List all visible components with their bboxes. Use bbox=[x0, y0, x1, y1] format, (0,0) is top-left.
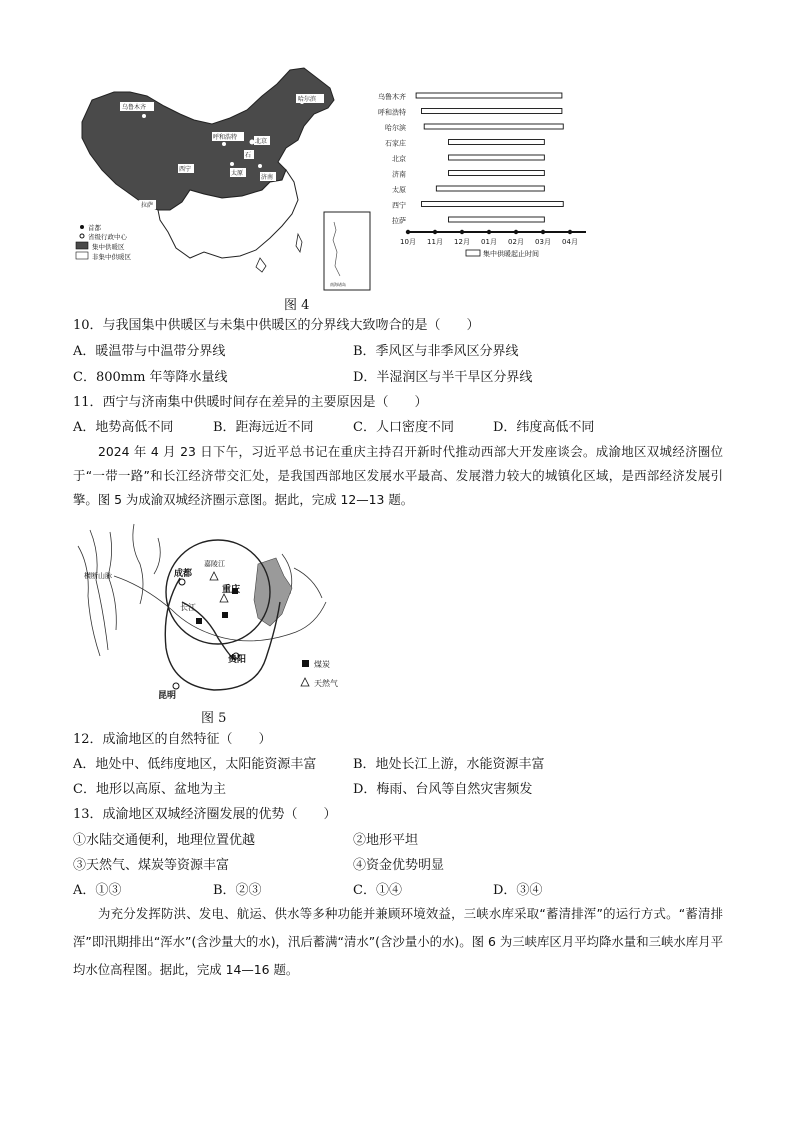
label-taiyuan: 太原 bbox=[231, 170, 244, 177]
label-huhehaote: 呼和浩特 bbox=[213, 134, 238, 141]
legend-gas-swatch bbox=[301, 678, 309, 686]
chart-tick-mark bbox=[487, 230, 491, 234]
chart-tick-mark bbox=[568, 230, 572, 234]
q10-stem: 10．与我国集中供暖区与未集中供暖区的分界线大致吻合的是（ ） bbox=[73, 318, 480, 333]
q13-option-c: C．①④ bbox=[353, 883, 402, 898]
chart-tick-label: 12月 bbox=[454, 238, 470, 246]
label-changjiang: 长江 bbox=[180, 603, 196, 612]
q13-option-b: B．②③ bbox=[213, 883, 262, 898]
economic-circle bbox=[166, 540, 270, 644]
q10-option-b: B．季风区与非季风区分界线 bbox=[353, 344, 519, 359]
passage-chengyu: 2024 年 4 月 23 日下午，习近平总书记在重庆主持召开新时代推动西部大开发座谈会。成渝地区双城经济圈位于“一带一路”和长江经济带交汇处，是我国西部地区发展水平最高、发展潜力较大的城镇化区域，是西部经济发展引擎。图 5 为成渝双城经济圈示意图。据此，完成 12—13 题。 bbox=[73, 444, 723, 507]
china-heating-map bbox=[72, 62, 372, 294]
label-guiyang: 贵阳 bbox=[228, 655, 247, 665]
legend-non-heating-region: 非集中供暖区 bbox=[92, 253, 131, 261]
q12-option-a: A．地处中、低纬度地区，太阳能资源丰富 bbox=[73, 757, 317, 772]
legend-gas: 天然气 bbox=[314, 679, 338, 688]
q13-option-a: A．①③ bbox=[73, 883, 122, 898]
chart-range-bar bbox=[422, 109, 562, 114]
label-hengduan: 横断山脉 bbox=[84, 572, 112, 580]
coal-marker bbox=[222, 612, 228, 618]
chart-range-bar bbox=[449, 171, 545, 176]
heating-period-chart bbox=[368, 84, 586, 270]
label-jinan: 济南 bbox=[261, 174, 274, 181]
chart-category-label: 西宁 bbox=[392, 201, 406, 210]
label-shijiazhuang: 石 bbox=[245, 152, 252, 159]
chart-legend-swatch bbox=[466, 250, 480, 256]
chart-tick-label: 01月 bbox=[481, 238, 497, 246]
q10-option-c: C．800mm 年等降水量线 bbox=[73, 370, 228, 385]
chart-tick-label: 03月 bbox=[535, 238, 551, 246]
hainan-island bbox=[256, 258, 266, 272]
chart-category-label: 拉萨 bbox=[392, 217, 406, 225]
legend-capital: 首都 bbox=[88, 224, 101, 232]
legend-coal: 煤炭 bbox=[314, 660, 330, 669]
q11-stem: 11．西宁与济南集中供暖时间存在差异的主要原因是（ ） bbox=[73, 395, 428, 410]
q11-option-c: C．人口密度不同 bbox=[353, 420, 454, 435]
label-wulumuqi: 乌鲁木齐 bbox=[122, 104, 147, 111]
q12-stem: 12．成渝地区的自然特征（ ） bbox=[73, 732, 272, 747]
chart-tick-mark bbox=[433, 230, 437, 234]
q13-statement-4: ④资金优势明显 bbox=[353, 858, 445, 873]
passage-three-gorges: 为充分发挥防洪、发电、航运、供水等多种功能并兼顾环境效益，三峡水库采取“蓄清排浑”的运行方式。“蓄清排浑”即汛期排出“浑水”(含沙量大的水)，汛后蓄满“清水”(含沙量小的水)。图 6 为三峡库区月平均降水量和三峡水库月平均水位高程图。据此，完成 14—16 题。 bbox=[73, 906, 723, 977]
label-chengdu: 成都 bbox=[174, 569, 193, 579]
q12-option-d: D．梅雨、台风等自然灾害频发 bbox=[353, 782, 533, 797]
chart-tick-mark bbox=[541, 230, 545, 234]
q11-option-d: D．纬度高低不同 bbox=[493, 420, 595, 435]
chart-tick-mark bbox=[460, 230, 464, 234]
chengyu-economic-circle-map bbox=[70, 518, 370, 704]
chart-category-label: 哈尔滨 bbox=[385, 124, 406, 132]
label-jialing: 嘉陵江 bbox=[204, 560, 225, 568]
chart-range-bar bbox=[449, 140, 545, 145]
q12-option-c: C．地形以高原、盆地为主 bbox=[73, 782, 226, 797]
label-lasa: 拉萨 bbox=[141, 202, 154, 209]
chart-range-bar bbox=[449, 155, 545, 160]
legend-coal-swatch bbox=[302, 660, 309, 667]
q13-statement-2: ②地形平坦 bbox=[353, 833, 419, 848]
label-kunming: 昆明 bbox=[158, 691, 177, 701]
south-china-sea-inset bbox=[324, 212, 370, 290]
chart-range-bar bbox=[422, 202, 564, 207]
chart-range-bar bbox=[416, 93, 562, 98]
figure5-caption: 图 5 bbox=[201, 711, 227, 726]
q10-option-d: D．半湿润区与半干旱区分界线 bbox=[353, 370, 533, 385]
q13-option-d: D．③④ bbox=[493, 883, 543, 898]
label-haerbin: 哈尔滨 bbox=[298, 96, 317, 103]
q13-stem: 13．成渝地区双城经济圈发展的优势（ ） bbox=[73, 807, 337, 822]
capital-marker bbox=[250, 140, 255, 145]
chart-category-label: 济南 bbox=[392, 170, 406, 179]
chart-range-bar bbox=[449, 217, 545, 222]
label-beijing: 北京 bbox=[255, 138, 268, 145]
chart-tick-label: 02月 bbox=[508, 238, 524, 246]
chart-category-label: 太原 bbox=[392, 186, 406, 194]
inset-label: 南海诸岛 bbox=[330, 282, 346, 287]
q11-option-a: A．地势高低不同 bbox=[73, 420, 174, 435]
label-xining: 西宁 bbox=[179, 166, 192, 173]
map-legend bbox=[76, 223, 132, 261]
coal-marker bbox=[196, 618, 202, 624]
gas-marker bbox=[210, 572, 218, 580]
q12-option-b: B．地处长江上游，水能资源丰富 bbox=[353, 757, 545, 772]
q10-option-a: A．暖温带与中温带分界线 bbox=[73, 344, 226, 359]
chart-category-label: 北京 bbox=[392, 155, 406, 163]
q13-statement-3: ③天然气、煤炭等资源丰富 bbox=[73, 858, 230, 873]
legend-province-center: 省级行政中心 bbox=[88, 233, 127, 241]
chart-tick-mark bbox=[406, 230, 410, 234]
legend-heating-region: 集中供暖区 bbox=[92, 243, 125, 251]
chart-range-bar bbox=[424, 124, 563, 129]
chart-tick-label: 04月 bbox=[562, 238, 578, 246]
label-chongqing: 重庆 bbox=[222, 585, 241, 595]
chart-category-label: 呼和浩特 bbox=[378, 108, 406, 117]
central-heating-region bbox=[82, 68, 334, 210]
figure4-caption: 图 4 bbox=[284, 298, 310, 313]
chart-tick-mark bbox=[514, 230, 518, 234]
chart-legend-label: 集中供暖起止时间 bbox=[483, 250, 539, 258]
gas-marker bbox=[220, 594, 228, 602]
taiwan-island bbox=[296, 234, 302, 252]
q11-option-b: B．距海远近不同 bbox=[213, 420, 314, 435]
chart-tick-label: 11月 bbox=[427, 238, 443, 246]
q13-statement-1: ①水陆交通便利，地理位置优越 bbox=[73, 833, 256, 848]
chart-category-label: 石家庄 bbox=[385, 139, 406, 148]
chart-category-label: 乌鲁木齐 bbox=[378, 93, 406, 101]
chongqing-region bbox=[254, 558, 292, 626]
chart-range-bar bbox=[436, 186, 544, 191]
chart-tick-label: 10月 bbox=[400, 238, 416, 246]
